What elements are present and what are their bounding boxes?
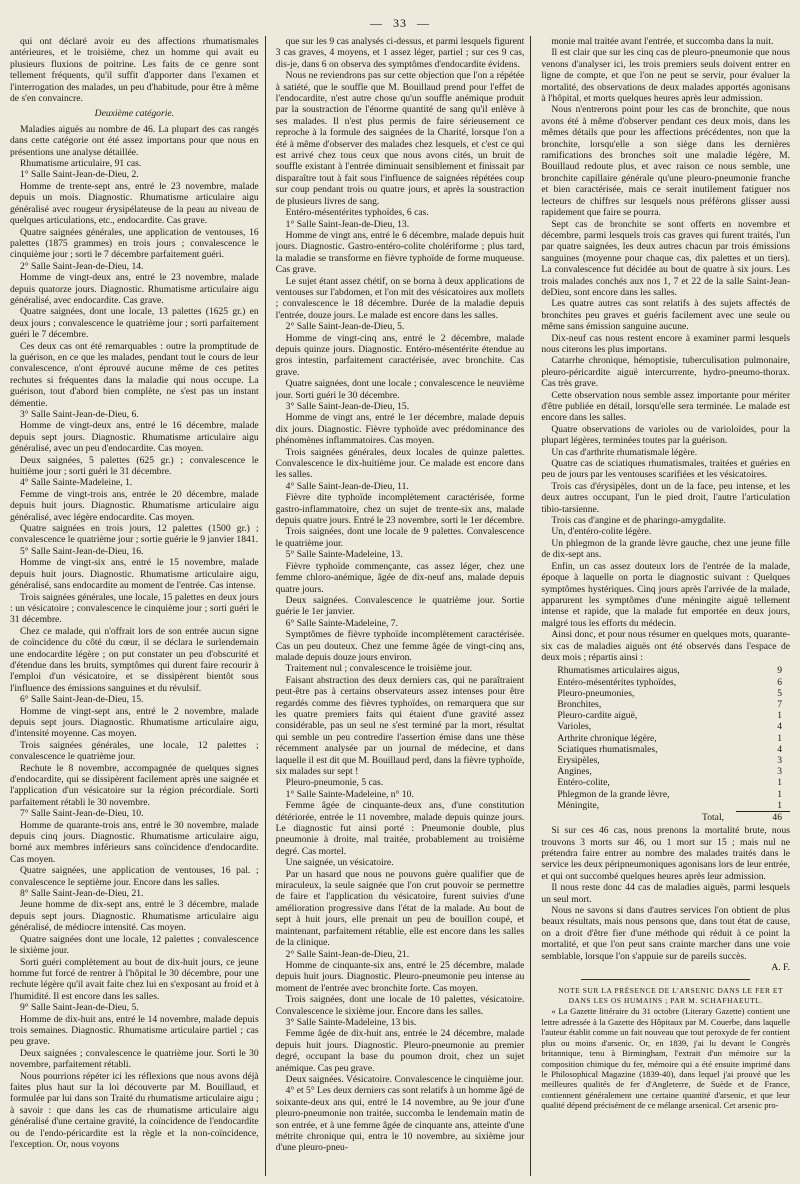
tally-count: 9 — [777, 665, 783, 677]
tally-row — [541, 789, 790, 800]
tally-label: Méningite, — [557, 800, 600, 812]
paragraph: Femme de vingt-trois ans, entrée le 20 décembre, malade depuis huit jours. Diagnostic. Rhumatisme articulaire aigu généralisé, avec légère endocardite. Cas moyen. — [10, 488, 259, 523]
paragraph: Rhumatisme articulaire, 91 cas. — [20, 158, 142, 170]
paragraph: Homme de vingt ans, entré le 1er décembre, malade depuis dix jours. Diagnostic. Fièvre typhoïde avec prédominance des phénomènes inflammatoires. Cas moyen. — [275, 412, 525, 447]
paragraph: Quatre saignées dont une locale, 12 palettes ; convalescence le sixième jour. — [10, 933, 259, 957]
paragraph: Quatre saignées, dont une locale ; convalescence le neuvième jour. Sorti guéri le 30 décembre. — [275, 378, 525, 401]
tally-label: Arthrite chronique légère, — [557, 732, 657, 744]
paragraph: Homme de dix-huit ans, entré le 14 novembre, malade depuis trois semaines. Diagnostic. Rhumatisme articulaire partiel ; cas peu grave. — [10, 1013, 259, 1048]
paragraph: Un phlegmon de la grande lèvre gauche, chez une jeune fille de dix-sept ans. — [541, 537, 790, 561]
paragraph: 7° Salle Saint-Jean-de-Dieu, 10. — [20, 808, 144, 820]
paragraph: 4° et 5° Les deux derniers cas sont relatifs à un homme âgé de soixante-deux ans qui, entré le 14 novembre, au 9e jour d'une pleuro-pneumonie non traitée, succomba le lendemain matin de son entrée, et à une femme âgée de cinquante ans, atteinte d'une métrite chronique qui, entra le 10 novembre, au sixième jour d'une pleuro-pneu- — [275, 1085, 525, 1154]
tally-row — [541, 766, 790, 777]
paragraph: Quatre saignées, une application de ventouses, 16 pal. ; convalescence le septième jour. Encore dans les salles. — [10, 865, 259, 888]
column-middle — [276, 36, 532, 1176]
paragraph: Pleuro-pneumonie, 5 cas. — [285, 777, 384, 789]
paragraph: 5° Salle Sainte-Madeleine, 13. — [285, 549, 403, 561]
paragraph: Chez ce malade, qui n'offrait lors de son entrée aucun signe de coïncidence du côté du cœur, il se déclara le surlendemain une endocardite légère ; on put constater un peu d'obscurité et d'étendue dans les bruits, symptômes qui durent faire recourir à l'emploi d'un vésicatoire, et se dissipèrent bientôt sous l'influence des émissions sanguines et du révulsif. — [10, 625, 259, 694]
paragraph: Nous pourrions répéter ici les réflexions que nous avons déjà faites plus haut sur la loi découverte par M. Bouillaud, et formulée par lui dans son Traité du rhumatisme articulaire aigu ; à savoir : que dans les cas de rhumatisme articulaire aigu généralisé d'une certaine gravité, la coïncidence de l'endocardite ou de l'endo-péricardite est la règle et la non-coïncidence, l'exception. Or, nous voyons — [10, 1070, 259, 1150]
paragraph: Quatre saignées générales, une application de ventouses, 16 palettes (1875 grammes) en trois jours ; convalescence le cinquième jour ; sorti le 7 décembre parfaitement guéri. — [10, 226, 259, 261]
tally-count: 1 — [777, 777, 783, 789]
paragraph: Les quatre autres cas sont relatifs à des sujets affectés de bronchites peu graves et guéris facilement avec une seule ou même sans émission sanguine aucune. — [541, 298, 790, 333]
paragraph: 3° Salle Saint-Jean-de-Dieu, 15. — [285, 401, 410, 412]
paragraph: Sept cas de bronchite se sont offerts en novembre et décembre, parmi lesquels trois cas graves qui furent traités, l'un par quatre saignées, les deux autres chacun par trois émissions sanguines (moyenne pour chaque cas, dix palettes et un tiers). La convalescence fut décidée au bout de quatre à six jours. Les trois malades conchés aux nos 1, 7 et 22 de la salle Saint-Jean-deDieu, sont encore dans les salles. — [541, 218, 790, 298]
tally-row — [541, 665, 790, 676]
paragraph: Par un hasard que nous ne pouvons guère qualifier que de miraculeux, la seule saignée que l'on crut pouvoir se permettre de faire et l'application du vésicatoire, furent suivies d'une amélioration progressive dans l'état de la malade. Au bout de sept à huit jours, elle prenait un peu de bouillon coupé, et maintenant, parfaitement rétablie, elle est encore dans les salles de la clinique. — [275, 868, 525, 949]
paragraph: que sur les 9 cas analysés ci-dessus, et parmi lesquels figurent 3 cas graves, 4 moyens, et 1 assez léger, partiel ; sur ces 9 cas, dis-je, dans 6 on observa des symptômes d'endocardite évidens. — [275, 36, 525, 70]
paragraph: Trois cas d'érysipèles, dont un de la face, peu intense, et les deux autres occupant, l'un le pied droit, l'autre l'articulation tibio-tarsienne. — [541, 480, 790, 515]
paragraph: 4° Salle Sainte-Madeleine, 1. — [20, 477, 133, 489]
paragraph: Trois saignées, dont une locale de 9 palettes. Convalescence le quatrième jour. — [275, 526, 525, 549]
paragraph: 5° Salle Saint-Jean-de-Dieu, 16. — [20, 545, 144, 557]
paragraph: 6° Salle Saint-Jean-de-Dieu, 15. — [20, 694, 144, 706]
paragraph: Fièvre dite typhoïde incomplètement caractérisée, forme gastro-inflammatoire, chez un sujet de trente-six ans, malade depuis quatre jours. Entré le 23 novembre, sorti le 1er décembre. — [275, 492, 525, 527]
tally-row — [541, 710, 790, 721]
paragraph: Homme de vingt-cinq ans, entré le 2 décembre, malade depuis quinze jours. Diagnostic. Entéro-mésentérite étendue au gros intestin, parfaitement caractérisée, avec bronchite. Cas grave. — [275, 332, 525, 378]
paragraph: Rechute le 8 novembre, accompagnée de quelques signes d'endocardite, qui se dissipèrent facilement après une saignée et l'application d'un vésicatoire sur la région précordiale. Sorti parfaitement rétabli le 30 novembre. — [10, 762, 259, 808]
paragraph: 4° Salle Saint-Jean-de-Dieu, 11. — [285, 480, 409, 492]
paragraph: 3° Salle Sainte-Madeleine, 13 bis. — [285, 1016, 417, 1028]
paragraph: Homme de vingt-sept ans, entré le 2 novembre, malade depuis sept jours. Diagnostic. Rhumatisme articulaire aigu, d'intensité moyenne. Cas moyen. — [10, 705, 259, 740]
paragraph: Un cas d'arthrite rhumatismale légère. — [551, 446, 698, 458]
tally-count: 3 — [777, 766, 783, 778]
paragraph: 3° Salle Saint-Jean-de-Dieu, 6. — [20, 409, 139, 420]
tally-row — [541, 688, 790, 699]
page-number: 33 — [393, 16, 407, 30]
page-header: — 33 — — [370, 16, 430, 30]
paragraph: 1° Salle Sainte-Madeleine, n° 10. — [285, 788, 414, 800]
tally-row — [541, 721, 790, 732]
paragraph: Homme de quarante-trois ans, entré le 30 novembre, malade depuis cinq jours. Diagnostic. Rhumatisme articulaire aigu, borné aux membres inférieurs sans coïncidence d'endocardite. Cas moyen. — [10, 819, 259, 865]
paragraph: Trois saignées générales, une locale, 15 palettes en deux jours : un vésicatoire ; convalescence le cinquième jour ; sorti guéri le 31 décembre. — [10, 591, 259, 626]
paragraph: 1° Salle Saint-Jean-de-Dieu, 13. — [285, 218, 410, 230]
tally-count: 5 — [777, 687, 783, 699]
paragraph: Deux saignées ; convalescence le quatrième jour. Sorti le 30 novembre, parfaitement rétabli. — [10, 1047, 259, 1071]
paragraph: Deux saignées. Vésicatoire. Convalescence le cinquième jour. — [285, 1073, 524, 1085]
paragraph: 2° Salle Saint-Jean-de-Dieu, 14. — [20, 260, 144, 272]
paragraph: Ces deux cas ont été remarquables : outre la promptitude de la guérison, en ce que les malades, pendant tout le cours de leur convalescence, n'ont éprouvé aucune même de ces petites rechutes si fréquentes dans la maladie qui nous occupe. La guérison, tout d'abord bien complète, ne s'est pas un instant démentie. — [10, 340, 259, 409]
paragraph: Homme de vingt-deux ans, entré le 16 décembre, malade depuis sept jours. Diagnostic. Rhumatisme articulaire aigu généralisé, avec un peu d'endocardite. Cas moyen. — [10, 420, 259, 455]
tally-row — [541, 744, 790, 755]
paragraph: 2° Salle Saint-Jean-de-Dieu, 5. — [285, 321, 405, 333]
tally-label: Varioles, — [557, 721, 592, 733]
paragraph: qui ont déclaré avoir eu des affections rhumatismales antérieures, et le troisième, chez un homme qui avait eu plusieurs fluxions de poitrine. Les faits de ce genre sont tellement fréquents, qu'il suffit d'apporter dans l'examen et l'interrogation des malades, un peu d'habitude, pour être à même de s'en convaincre. — [10, 36, 259, 105]
paragraph: Sorti guéri complètement au bout de dix-huit jours, ce jeune homme fut forcé de rentrer à l'hôpital le 30 décembre, pour une rechute légère qu'il avait faite chez lui en s'exposant au froid et à l'humidité. Il est encore dans les salles. — [10, 956, 259, 1002]
tally-total-value: 46 — [736, 811, 790, 823]
paragraph: Trois saignées, dont une locale de 10 palettes, vésicatoire. Convalescence le sixième jour. Encore dans les salles. — [275, 994, 525, 1017]
section-heading: Deuxième catégorie. — [94, 108, 175, 120]
tally-label: Sciatiques rhumatismales, — [557, 743, 658, 755]
paragraph: Homme de vingt ans, entré le 6 décembre, malade depuis huit jours. Diagnostic. Gastro-entéro-colite cholériforme ; plus tard, la maladie se transforme en fièvre typhoïde de forme muqueuse. Cas grave. — [275, 229, 525, 276]
paragraph: Un, d'entéro-colite légère. — [551, 526, 652, 538]
paragraph: Homme de cinquante-six ans, entré le 25 décembre, malade depuis huit jours. Diagnostic. Pleuro-pneumonie peu intense au moment de l'entrée avec bronchite forte. Cas moyen. — [275, 959, 525, 994]
paragraph: Nous ne savons si dans d'autres services l'on obtient de plus beaux résultats, mais nous pensons que, dans tout état de cause, on a droit d'être fier d'une méthode qui réduit à ce point la mortalité, et que l'on peut sans crainte marcher dans une voie semblable, lorsque l'on s'appuie sur de pareils succès. — [541, 905, 790, 962]
paragraph: Deux saignées. Convalescence le quatrième jour. Sortie guérie le 1er janvier. — [275, 594, 525, 618]
tally-count: 1 — [777, 732, 783, 744]
paragraph: Traitement nul ; convalescence le troisième jour. — [285, 663, 473, 675]
paragraph: 2° Salle Saint-Jean-de-Dieu, 21. — [285, 948, 410, 960]
tally-count: 3 — [777, 754, 783, 766]
tally-label: Bronchites, — [557, 698, 602, 710]
tally-label: Erysipèles, — [557, 754, 600, 766]
columns — [10, 36, 790, 1176]
paragraph: Deux saignées, 5 palettes (625 gr.) ; convalescence le huitième jour ; sorti guéri le 31 décembre. — [10, 454, 259, 478]
paragraph: Femme âgée de cinquante-deux ans, d'une constitution détériorée, entrée le 11 novembre, malade depuis quinze jours. Le diagnostic fut ainsi porté : Pneumonie double, plus pneumonie à droite, mal traitée, probablement au troisième degré. Cas mortel. — [275, 800, 525, 857]
paragraph: Homme de trente-sept ans, entré le 23 novembre, malade depuis un mois. Diagnostic. Rhumatisme articulaire aigu généralisé avec rougeur érysipélateuse de la peau au niveau de quelques articulations, etc., endocardite. Cas grave. — [10, 180, 259, 227]
paragraph: Catarrhe chronique, hémoptisie, tuberculisation pulmonaire, pleuro-péricardite aiguë intercurrente, hydro-pneumo-thorax. Cas très grave. — [541, 355, 790, 390]
note-title: NOTE SUR LA PRÉSENCE DE L'ARSENIC DANS LE FER ET DANS LES OS HUMAINS ; PAR M. SCHAFHAEUTL. — [558, 986, 784, 1006]
tally-count: 1 — [777, 710, 783, 722]
paragraph: Maladies aiguës au nombre de 46. La plupart des cas rangés dans cette catégorie ont été assez importans pour que nous en présentions une analyse détaillée. — [10, 123, 259, 158]
paragraph: Trois saignées générales, deux locales de quinze palettes. Convalescence le dix-huitième jour. Ce malade est encore dans les salles. — [275, 446, 525, 481]
tally-count: 4 — [777, 743, 783, 755]
tally-count: 6 — [777, 676, 783, 688]
paragraph: Nous n'entrerons point pour les cas de bronchite, que nous avons été à même d'observer pendant ces deux mois, dans les mêmes détails que pour les affections précédentes, non que la bronchite, lorsqu'elle a son siège dans les dernières ramifications des bronches soit une maladie légère, M. Bouillaud redoute plus, et avec raison ce nous semble, une bronchite capillaire générale qu'une pleuro-pneumonie franche et bien caractérisée, mais ce serait inutilement fatiguer nos lecteurs de chiffres sur lesquels nous préférons glisser aussi rapidement que faire se pourra. — [541, 104, 790, 219]
column-left — [10, 36, 266, 1176]
paragraph: Il nous reste donc 44 cas de maladies aiguës, parmi lesquels un seul mort. — [541, 882, 790, 905]
note-body: « La Gazette littéraire du 31 octobre (Literary Gazette) contient une lettre adressée à la Gazette des Hôpitaux par M. Couerbe, dans laquelle l'auteur établit comme un fait nouveau que tout peroxyde de fer contient plus ou moins d'arsenic. Or, en 1839, j'ai lu devant le Congrès britannique, tenu à Birmingham, l'extrait d'un mémoire sur la composition chimique du fer, mémoire qui a été ensuite imprimé dans le Philosophical Magazine (1839-40), dans lequel j'ai prouvé que les meilleures qualités de fer d'Angleterre, de Suède et de France, contiennent généralement une certaine quantité d'arsenic, et que leur qualité dépend précisément de ce mélange arsenical. Cet arsenic pro- — [541, 1006, 790, 1111]
tally-row — [541, 677, 790, 688]
column-right-text-top — [541, 36, 790, 663]
tally-label: Angines, — [557, 766, 592, 778]
tally-label: Rhumatismes articulaires aigus, — [557, 665, 680, 677]
tally-total-row — [541, 811, 790, 823]
tally-count: 1 — [777, 799, 783, 811]
column-right-text-bottom — [541, 825, 790, 962]
paragraph: Symptômes de fièvre typhoïde incomplètement caractérisée. Cas un peu douteux. Chez une femme âgée de vingt-cinq ans, malade depuis douze jours environ. — [275, 629, 525, 663]
paragraph: Fièvre typhoïde commençante, cas assez léger, chez une femme chloro-anémique, âgée de dix-neuf ans, malade depuis quatre jours. — [275, 560, 525, 595]
paragraph: Homme de vingt-six ans, entré le 15 novembre, malade depuis huit jours. Diagnostic. Rhumatisme articulaire aigu, généralisé, sans endocardite au moment de l'entrée. Cas intense. — [10, 557, 259, 592]
paragraph: 6° Salle Sainte-Madeleine, 7. — [285, 617, 398, 629]
paragraph: Quatre observations de varioles ou de varioloïdes, pour la plupart légères, terminées toutes par la guérison. — [541, 423, 790, 447]
paragraph: Nous ne reviendrons pas sur cette objection que l'on a répétée à satiété, que le souffle que M. Bouillaud prend pour l'effet de l'endocardite, n'est autre chose qu'un souffle anémique produit par la soustraction de l'énorme quantité de sang qu'il enlève à ses malades. Il n'est plus permis de faire sérieusement ce reproche à la formule des saignées de la Charité, lorsque l'on a été à même d'observer des malades chez lesquels, et c'est ce qui est arrivé chez tous ceux que nous avons cités, un bruit de souffle existant à l'entrée diminuait sensiblement et finissait par disparaître tout à fait sous l'influence de saignées répétées coup sur coup pendant trois ou quatre jours, et après la soustraction de plusieurs livres de sang. — [275, 70, 525, 207]
column-right — [541, 36, 790, 1176]
tally-label: Entéro-colite, — [557, 777, 610, 789]
paragraph: Quatre saignées en trois jours, 12 palettes (1500 gr.) ; convalescence le quatrième jour ; sortie guérie le 9 janvier 1841. — [10, 523, 259, 546]
tally-row — [541, 777, 790, 788]
tally-row — [541, 755, 790, 766]
paragraph: Trois saignées générales, une locale, 12 palettes ; convalescence le quatrième jour. — [10, 739, 259, 763]
tally-count: 1 — [777, 788, 783, 800]
tally-label: Pleuro-cardite aiguë, — [557, 710, 638, 722]
tally-label: Phlegmon de la grande lèvre, — [557, 788, 670, 800]
tally-row — [541, 733, 790, 744]
section-divider — [581, 979, 750, 980]
tally-row — [541, 699, 790, 710]
paragraph: Dix-neuf cas nous restent encore à examiner parmi lesquels nous citerons les plus importans. — [541, 332, 790, 355]
tally-label: Entéro-mésentérites typhoïdes, — [557, 676, 677, 688]
paragraph: Femme âgée de dix-huit ans, entrée le 24 décembre, malade depuis huit jours. Diagnostic. Pleuro-pneumonie au premier degré, occupant la base du poumon droit, chez un sujet anémique. Cas peu grave. — [275, 1028, 525, 1074]
paragraph: 9° Salle Saint-Jean-de-Dieu, 5. — [20, 1002, 139, 1014]
tally-total-label: Total, — [702, 811, 725, 823]
paragraph: Enfin, un cas assez douteux lors de l'entrée de la malade, époque à laquelle on porta le diagnostic suivant : Quelques symptômes hystériques. Cinq jours après l'arrivée de la malade, apparurent les symptômes d'une méningite aiguë tellement intense et rapide, que la malade fut emportée en deux jours, malgré tous les efforts du médecin. — [541, 560, 790, 629]
paragraph: Faisant abstraction des deux derniers cas, qui ne paraîtraient peut-être pas à certains observateurs assez intenses pour être regardés comme des fièvres typhoïdes, on remarquera que sur les quatre premiers faits qui étaient d'une gravité assez considérable, pas un seul ne s'est terminé par la mort, résultat qui semble un peu contredire l'assertion émise dans une thèse récemment analysée par un journal de médecine, et dans laquelle il est dit que M. Bouillaud perd, dans la fièvre typhoïde, six malades sur sept ! — [275, 674, 525, 777]
paragraph: Homme de vingt-deux ans, entré le 23 novembre, malade depuis quatorze jours. Diagnostic. Rhumatisme articulaire aigu généralisé, avec endocardite. Cas grave. — [10, 272, 259, 306]
tally-count: 7 — [777, 698, 783, 710]
tally-count: 4 — [777, 721, 783, 733]
paragraph: 8° Salle Saint-Jean-de-Dieu, 21. — [20, 888, 144, 900]
paragraph: Quatre cas de sciatiques rhumatismales, traitées et guéries en peu de jours par les ventouses scarifiées et les vésicatoires. — [541, 458, 790, 481]
paragraph: 1° Salle Saint-Jean-de-Dieu, 2. — [20, 169, 139, 181]
paragraph: monie mal traitée avant l'entrée, et succomba dans la nuit. — [551, 36, 774, 47]
paragraph: Jeune homme de dix-sept ans, entré le 3 décembre, malade depuis sept jours. Diagnostic. Rhumatisme articulaire aigu généralisé, de médiocre intensité. Cas moyen. — [10, 899, 259, 934]
paragraph: Entéro-mésentérites typhoïdes, 6 cas. — [285, 207, 429, 219]
paragraph: Une saignée, un vésicatoire. — [285, 857, 394, 869]
tally-row — [541, 800, 790, 812]
tally-label: Pleuro-pneumonies, — [557, 687, 635, 699]
paragraph: Trois cas d'angine et de pharingo-amygdalite. — [551, 515, 726, 527]
paragraph: Ainsi donc, et pour nous résumer en quelques mots, quarante-six cas de maladies aiguës ont été observés dans l'espace de deux mois ; répartis ainsi : — [541, 629, 790, 663]
paragraph: Le sujet étant assez chétif, on se borna à deux applications de ventouses sur l'abdomen, et l'on mit des vésicatoires aux mollets ; convalescence le 18 décembre. Durée de la maladie depuis l'entrée, douze jours. Le malade est encore dans les salles. — [275, 275, 525, 321]
author-signature: A. F. — [771, 962, 790, 974]
paragraph: Cette observation nous semble assez importante pour mériter d'être publiée en détail, lorsqu'elle sera terminée. Le malade est encore dans les salles. — [541, 389, 790, 424]
case-tally-table — [541, 665, 790, 823]
paragraph: Il est clair que sur les cinq cas de pleuro-pneumonie que nous venons d'analyser ici, les trois premiers seuls doivent entrer en ligne de compte, et que l'on ne peut se servir, pour évaluer la mortalité, des observations de deux malades apportés agonisans à l'hôpital, et morts quelques heures après leur admission. — [541, 47, 790, 105]
paragraph: Quatre saignées, dont une locale, 13 palettes (1625 gr.) en deux jours ; convalescence le quatrième jour ; sorti parfaitement guéri le 7 décembre. — [10, 306, 259, 341]
paragraph: Si sur ces 46 cas, nous prenons la mortalité brute, nous trouvons 3 morts sur 46, ou 1 mort sur 15 ; mais nul ne prétendra faire entrer au nombre des malades traités dans le service les deux péripneumoniques agonisans lors de leur entrée, et qui ont succombé quelques heures après leur admission. — [541, 825, 790, 882]
